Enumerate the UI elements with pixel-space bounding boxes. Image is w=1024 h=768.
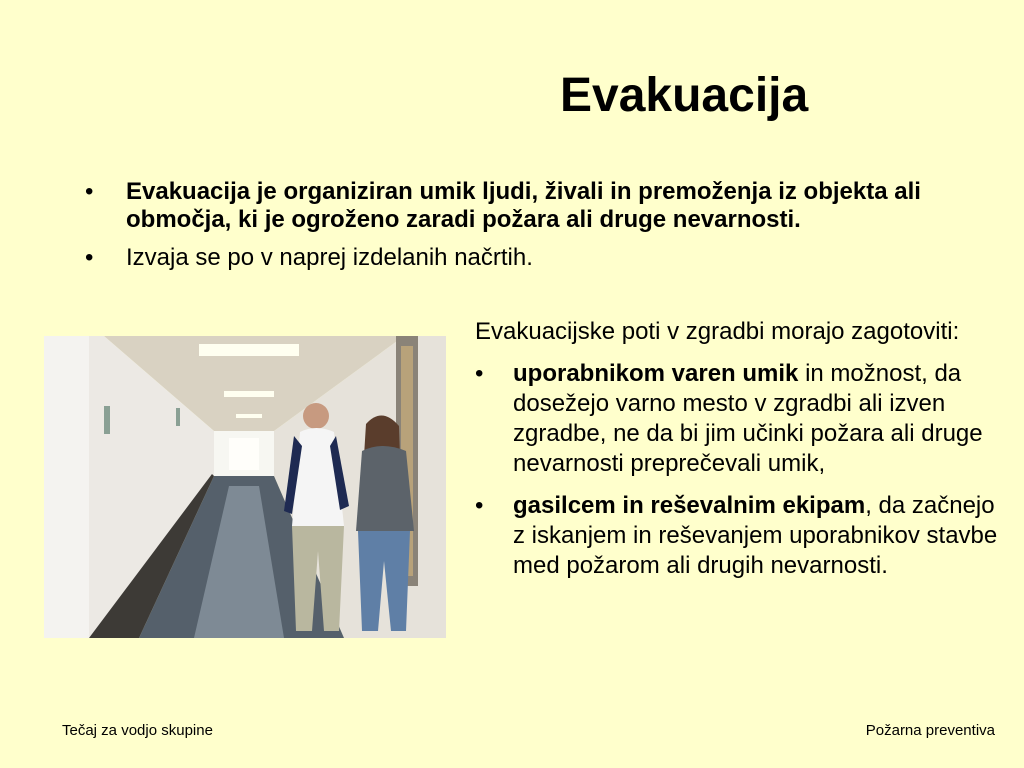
footer-topic: Požarna preventiva <box>865 722 995 739</box>
slide-title: Evakuacija <box>560 69 809 122</box>
routes-item-bold: uporabnikom varen umik <box>513 360 799 387</box>
bullet-glyph: • <box>85 178 94 205</box>
bullet-glyph: • <box>85 244 94 271</box>
evacuation-routes-section <box>475 317 1005 593</box>
bullet-glyph: • <box>475 360 484 387</box>
routes-item-text: , da začnejo z iskanjem in reševanjem uporabnikov stavbe med požarom ali drugih nevarnosti. <box>513 492 998 579</box>
bullet-item-plans <box>85 244 965 272</box>
main-bullet-list <box>85 178 965 272</box>
routes-item-bold: gasilcem in reševalnim ekipam <box>513 492 866 519</box>
routes-item-text: in možnost, da dosežejo varno mesto v zgradbi ali izven zgradbe, ne da bi jim učinki požara ali druge nevarnosti preprečevali umik, <box>513 360 983 477</box>
bullet-item-definition <box>85 178 965 234</box>
bullet-text: Izvaja se po v naprej izdelanih načrtih. <box>126 244 533 271</box>
bullet-text: Evakuacija je organiziran umik ljudi, živali in premoženja iz objekta ali območja, ki je ogroženo zaradi požara ali druge nevarnosti. <box>126 178 921 233</box>
routes-item-users <box>475 359 1005 479</box>
routes-bullet-list <box>475 359 1005 581</box>
corridor-photo-icon <box>44 336 446 638</box>
footer-course-name: Tečaj za vodjo skupine <box>62 722 213 739</box>
routes-item-rescuers <box>475 491 1005 581</box>
routes-intro: Evakuacijske poti v zgradbi morajo zagotoviti: <box>475 318 960 345</box>
bullet-glyph: • <box>475 492 484 519</box>
